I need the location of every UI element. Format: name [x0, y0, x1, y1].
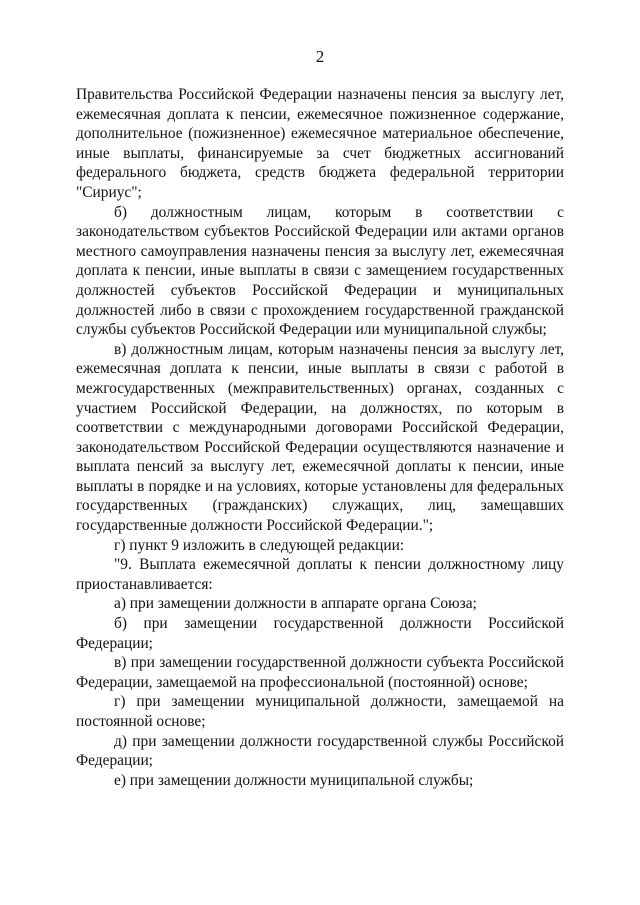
paragraph-item-v: в) должностным лицам, которым назначены пенсия за выслугу лет, ежемесячная доплата к пенсии, иные выплаты в связи с работой в межгосударственных (межправительственных) органах, созданных с участием Российской Федерации, на должностях, по которым в соответствии с международными договорами Российской Федерации, законодательством Российской Федерации осуществляются назначение и выплата пенсий за выслугу лет, ежемесячной доплаты к пенсии, иные выплаты в порядке и на условиях, которые установлены для федеральных государственных (гражданских) служащих, лиц, замещавших государственные должности Российской Федерации."; [76, 340, 564, 535]
paragraph-item-g: г) пункт 9 изложить в следующей редакции: [114, 536, 405, 554]
paragraph-subitem-a: а) при замещении должности в аппарате органа Союза; [114, 595, 477, 613]
document-body [76, 85, 564, 790]
paragraph-subitem-v: в) при замещении государственной должности субъекта Российской Федерации, замещаемой на профессиональной (постоянной) основе; [76, 654, 564, 691]
paragraph-item-b: б) должностным лицам, которым в соответствии с законодательством субъектов Российской Федерации или актами органов местного самоуправления назначены пенсия за выслугу лет, ежемесячная доплата к пенсии, иные выплаты в связи с замещением государственных должностей субъектов Российской Федерации и муниципальных должностей либо в связи с прохождением государственной гражданской службы субъектов Российской Федерации или муниципальной службы; [76, 203, 564, 339]
paragraph-continuation: Правительства Российской Федерации назначены пенсия за выслугу лет, ежемесячная доплата к пенсии, ежемесячное пожизненное содержание, дополнительное (пожизненное) ежемесячное материальное обеспечение, иные выплаты, финансируемые за счет бюджетных ассигнований федерального бюджета, средств бюджета федеральной территории "Сириус"; [76, 86, 564, 201]
paragraph-subitem-e: е) при замещении должности муниципальной службы; [114, 771, 474, 789]
paragraph-point-9: "9. Выплата ежемесячной доплаты к пенсии должностному лицу приостанавливается: [76, 556, 564, 593]
page-number: 2 [315, 47, 325, 66]
paragraph-subitem-b: б) при замещении государственной должности Российской Федерации; [76, 615, 564, 652]
paragraph-subitem-g: г) при замещении муниципальной должности, замещаемой на постоянной основе; [76, 693, 564, 730]
paragraph-subitem-d: д) при замещении должности государственной службы Российской Федерации; [76, 732, 564, 770]
